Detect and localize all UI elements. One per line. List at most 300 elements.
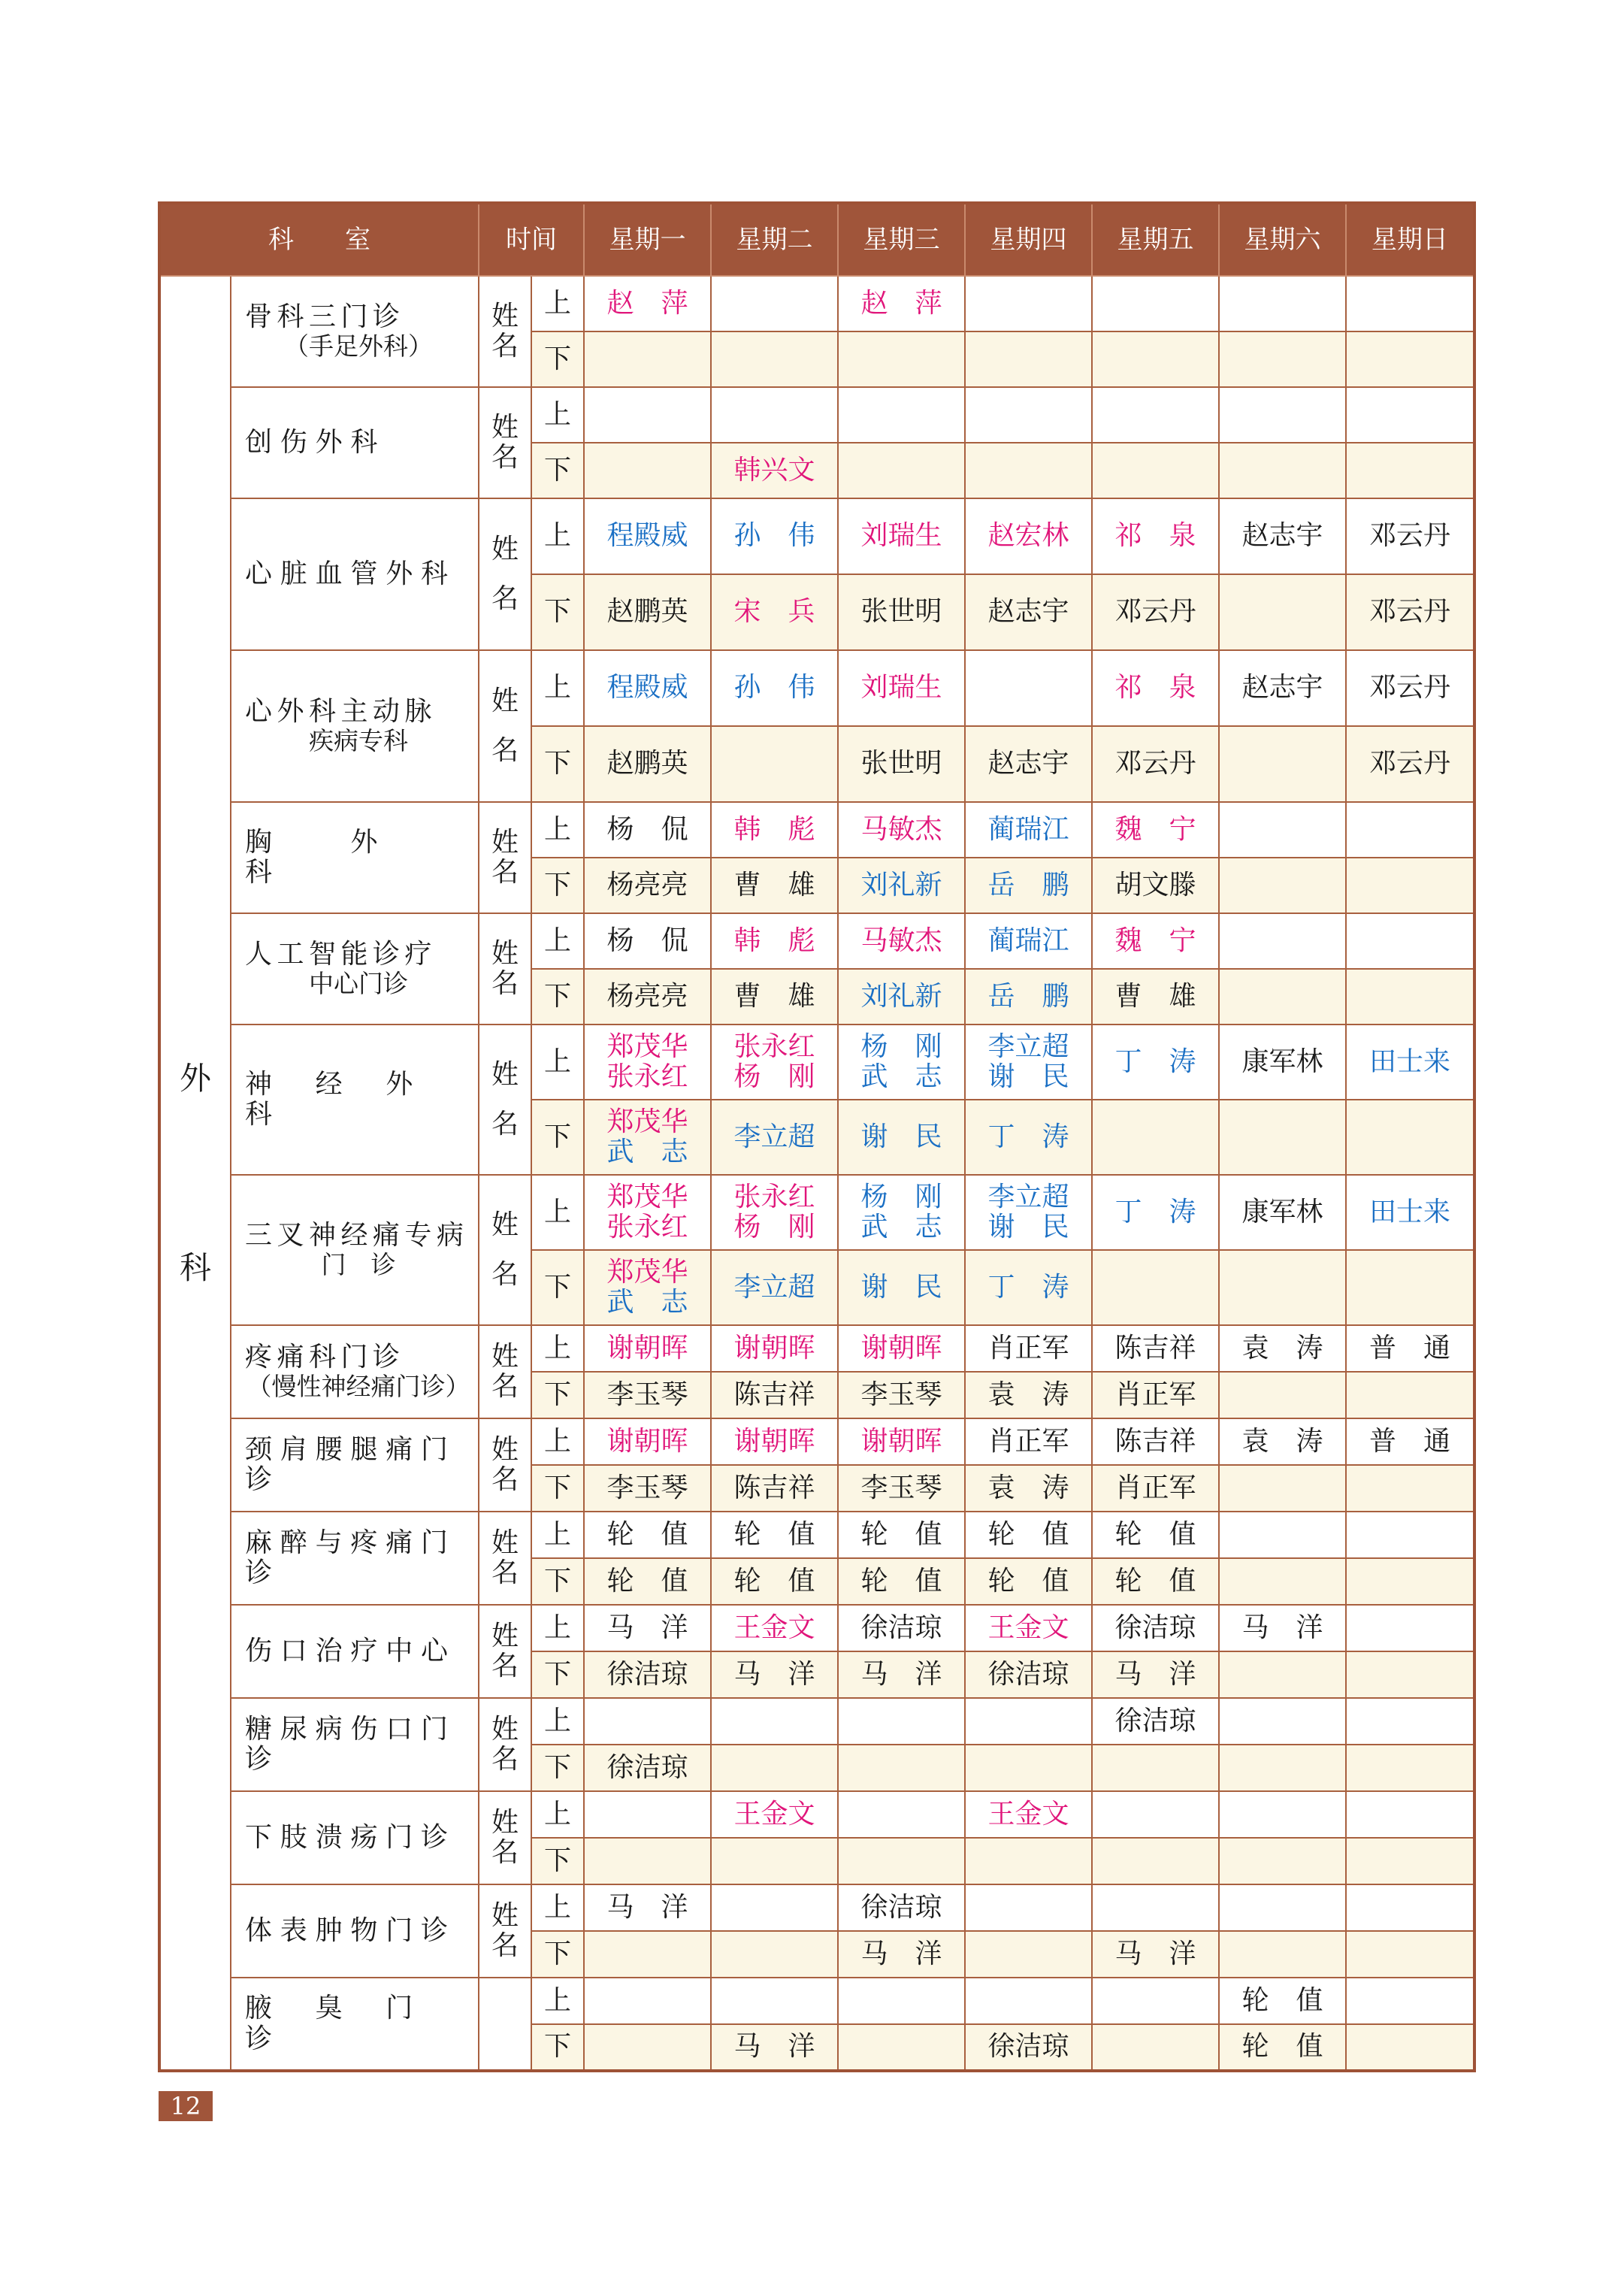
department-name-line: （慢性神经痛门诊） [246, 1371, 470, 1401]
doctor-name: 赵 萍 [860, 287, 942, 319]
schedule-cell [965, 1512, 1092, 1558]
doctor-name: 徐洁琼 [606, 1658, 688, 1690]
am-label: 上 [531, 1884, 584, 1931]
doctor-name: 轮 值 [987, 1565, 1069, 1597]
schedule-cell [965, 726, 1092, 802]
schedule-cell [711, 802, 838, 858]
schedule-cell [838, 331, 965, 387]
doctor-name: 魏 宁 [1114, 813, 1196, 845]
schedule-cell [584, 1558, 711, 1605]
name-label: 名 [491, 735, 519, 766]
pm-label: 下 [531, 1250, 584, 1325]
schedule-cell [1346, 1512, 1474, 1558]
doctor-name: 肖正军 [987, 1332, 1069, 1363]
schedule-cell [711, 1838, 838, 1884]
schedule-cell [965, 802, 1092, 858]
table-row [159, 387, 1474, 443]
schedule-cell [1219, 650, 1346, 726]
am-label: 上 [531, 1418, 584, 1465]
schedule-cell [965, 1100, 1092, 1175]
doctor-name: 康军林 [1241, 1046, 1323, 1077]
doctor-name: 袁 涛 [1241, 1332, 1323, 1363]
department-name-line: 疾病专科 [309, 725, 408, 755]
schedule-cell [584, 802, 711, 858]
doctor-name: 李玉琴 [860, 1379, 942, 1410]
schedule-cell [1092, 1838, 1219, 1884]
schedule-cell [1346, 1978, 1474, 2024]
schedule-cell [711, 1465, 838, 1512]
department-name [231, 913, 479, 1025]
doctor-name: 曹 雄 [1114, 980, 1196, 1012]
pm-label: 下 [531, 969, 584, 1025]
schedule-cell [584, 574, 711, 650]
schedule-cell [1219, 331, 1346, 387]
doctor-name: 轮 值 [860, 1518, 942, 1550]
schedule-cell [711, 276, 838, 331]
doctor-name: 陈吉祥 [733, 1379, 815, 1410]
name-label: 名 [491, 857, 519, 888]
schedule-cell [1346, 1931, 1474, 1978]
name-label: 姓 [491, 1341, 519, 1373]
doctor-name: 刘瑞生 [860, 520, 942, 552]
name-label: 姓 [491, 1209, 519, 1241]
name-label: 名 [491, 1651, 519, 1681]
schedule-cell [711, 1512, 838, 1558]
schedule-cell [838, 1605, 965, 1651]
doctor-name: 轮 值 [606, 1565, 688, 1597]
table-row [159, 1512, 1474, 1558]
schedule-cell [584, 387, 711, 443]
schedule-cell [1092, 650, 1219, 726]
schedule-cell [1346, 276, 1474, 331]
pm-label: 下 [531, 331, 584, 387]
schedule-cell [1346, 1418, 1474, 1465]
department-name-line: 颈肩腰腿痛门诊 [245, 1433, 456, 1495]
schedule-cell [711, 1978, 838, 2024]
schedule-cell [584, 650, 711, 726]
doctor-name: 陈吉祥 [1114, 1425, 1196, 1457]
department-name [231, 498, 479, 650]
doctor-name: 韩 彪 [733, 813, 815, 845]
doctor-name: 轮 值 [733, 1518, 815, 1550]
doctor-name: 丁 涛 [987, 1271, 1069, 1303]
schedule-cell [1092, 913, 1219, 969]
doctor-name: 李立超 [987, 1181, 1069, 1212]
schedule-cell [1346, 1605, 1474, 1651]
schedule-cell [1092, 1175, 1219, 1250]
doctor-name: 岳 鹏 [987, 869, 1069, 900]
schedule-cell [584, 498, 711, 574]
doctor-name: 武 志 [606, 1287, 688, 1318]
doctor-name: 魏 宁 [1114, 925, 1196, 956]
schedule-cell [1219, 1978, 1346, 2024]
doctor-name: 徐洁琼 [987, 2031, 1069, 2063]
table-row [159, 276, 1474, 331]
doctor-name: 肖正军 [987, 1425, 1069, 1457]
doctor-name: 普 通 [1368, 1332, 1450, 1363]
schedule-cell [1092, 1978, 1219, 2024]
schedule-cell [584, 1325, 711, 1372]
schedule-cell [965, 1978, 1092, 2024]
schedule-cell [1092, 1745, 1219, 1791]
doctor-name: 宋 兵 [733, 596, 815, 628]
schedule-cell [1092, 1100, 1219, 1175]
schedule-cell [838, 387, 965, 443]
schedule-cell [965, 1250, 1092, 1325]
name-label: 名 [491, 1371, 519, 1402]
schedule-cell [838, 650, 965, 726]
doctor-name: 孙 伟 [733, 520, 815, 552]
schedule-cell [965, 1651, 1092, 1698]
pm-label: 下 [531, 1558, 584, 1605]
pm-label: 下 [531, 858, 584, 913]
schedule-cell [838, 1025, 965, 1100]
doctor-name: 杨 侃 [606, 925, 688, 956]
schedule-cell [965, 1372, 1092, 1418]
schedule-cell [1346, 1325, 1474, 1372]
schedule-cell [584, 331, 711, 387]
schedule-cell [584, 1025, 711, 1100]
pm-label: 下 [531, 574, 584, 650]
department-name-line: 创伤外科 [245, 426, 386, 458]
outpatient-schedule-table [158, 201, 1476, 2072]
doctor-name: 谢朝晖 [733, 1332, 815, 1363]
doctor-name: 康军林 [1241, 1196, 1323, 1227]
schedule-cell [711, 574, 838, 650]
doctor-name: 轮 值 [1241, 1984, 1323, 2016]
doctor-name: 马 洋 [1114, 1658, 1196, 1690]
department-name [231, 1418, 479, 1512]
doctor-name: 田士来 [1368, 1046, 1450, 1077]
department-name [231, 1791, 479, 1884]
category-cell [159, 276, 231, 2071]
doctor-name: 陈吉祥 [1114, 1332, 1196, 1363]
doctor-name: 邓云丹 [1114, 596, 1196, 628]
name-label-cell [479, 1791, 531, 1884]
schedule-cell [838, 1884, 965, 1931]
name-label-cell [479, 1605, 531, 1698]
table-row [159, 802, 1474, 858]
schedule-cell [965, 574, 1092, 650]
schedule-cell [584, 913, 711, 969]
department-name [231, 1884, 479, 1978]
schedule-cell [1092, 802, 1219, 858]
doctor-name: 杨亮亮 [606, 869, 688, 900]
doctor-name: 李玉琴 [606, 1472, 688, 1503]
schedule-cell [711, 1418, 838, 1465]
header-day: 星期日 [1346, 203, 1474, 276]
schedule-cell [584, 1791, 711, 1838]
department-name-line: 心外科主动脉 [245, 696, 437, 728]
name-label-cell [479, 1325, 531, 1418]
schedule-cell [1219, 802, 1346, 858]
schedule-cell [711, 1175, 838, 1250]
schedule-cell [711, 1931, 838, 1978]
schedule-cell [1219, 1558, 1346, 1605]
schedule-cell [965, 1931, 1092, 1978]
header-row [159, 203, 1474, 276]
schedule-cell [584, 1605, 711, 1651]
doctor-name: 轮 值 [1241, 2031, 1323, 2063]
schedule-cell [1219, 1372, 1346, 1418]
schedule-cell [1346, 498, 1474, 574]
name-label-cell [479, 498, 531, 650]
table-row [159, 1025, 1474, 1100]
name-label: 姓 [491, 534, 519, 565]
doctor-name: 徐洁琼 [1114, 1612, 1196, 1643]
header-day: 星期一 [584, 203, 711, 276]
am-label: 上 [531, 1791, 584, 1838]
doctor-name: 韩 彪 [733, 925, 815, 956]
doctor-name: 王金文 [987, 1798, 1069, 1830]
department-name [231, 650, 479, 802]
table-row [159, 1884, 1474, 1931]
schedule-cell [1219, 726, 1346, 802]
header-day: 星期二 [711, 203, 838, 276]
department-name [231, 276, 479, 387]
department-name [231, 387, 479, 498]
schedule-cell [1346, 2024, 1474, 2071]
doctor-name: 轮 值 [1114, 1518, 1196, 1550]
schedule-cell [965, 276, 1092, 331]
schedule-body [159, 276, 1474, 2071]
doctor-name: 蔺瑞江 [987, 813, 1069, 845]
schedule-cell [838, 574, 965, 650]
schedule-cell [1092, 443, 1219, 498]
schedule-cell [965, 969, 1092, 1025]
page-number: 12 [159, 2091, 213, 2121]
schedule-cell [1092, 1465, 1219, 1512]
schedule-cell [838, 969, 965, 1025]
schedule-cell [838, 1512, 965, 1558]
schedule-cell [965, 1465, 1092, 1512]
name-label: 姓 [491, 1900, 519, 1932]
pm-label: 下 [531, 1465, 584, 1512]
schedule-cell [1346, 1838, 1474, 1884]
name-label-cell [479, 1418, 531, 1512]
category-label: 外 [179, 1059, 211, 1097]
table-row [159, 1978, 1474, 2024]
doctor-name: 李立超 [987, 1031, 1069, 1062]
pm-label: 下 [531, 1372, 584, 1418]
header-time: 时间 [479, 203, 584, 276]
doctor-name: 程殿威 [606, 672, 688, 704]
schedule-cell [838, 1372, 965, 1418]
doctor-name: 李立超 [733, 1121, 815, 1152]
schedule-cell [965, 913, 1092, 969]
schedule-cell [838, 1325, 965, 1372]
pm-label: 下 [531, 2024, 584, 2071]
department-name-line: 门 诊 [321, 1249, 396, 1279]
schedule-cell [1346, 1372, 1474, 1418]
schedule-cell [965, 498, 1092, 574]
schedule-cell [1346, 574, 1474, 650]
schedule-cell [1346, 1884, 1474, 1931]
department-name [231, 1605, 479, 1698]
name-label: 姓 [491, 1807, 519, 1839]
doctor-name: 袁 涛 [987, 1472, 1069, 1503]
schedule-cell [1092, 387, 1219, 443]
doctor-name: 王金文 [987, 1612, 1069, 1643]
schedule-cell [711, 498, 838, 574]
header-day: 星期四 [965, 203, 1092, 276]
schedule-cell [711, 1698, 838, 1745]
schedule-cell [711, 1250, 838, 1325]
name-label: 姓 [491, 1621, 519, 1652]
schedule-cell [584, 1651, 711, 1698]
name-label-cell [479, 387, 531, 498]
doctor-name: 武 志 [860, 1061, 942, 1092]
doctor-name: 蔺瑞江 [987, 925, 1069, 956]
doctor-name: 张永红 [733, 1031, 815, 1062]
name-label-cell [479, 802, 531, 913]
schedule-cell [965, 1175, 1092, 1250]
schedule-cell [965, 1025, 1092, 1100]
doctor-name: 轮 值 [1114, 1565, 1196, 1597]
schedule-cell [711, 1025, 838, 1100]
schedule-cell [1346, 858, 1474, 913]
doctor-name: 杨 侃 [606, 813, 688, 845]
doctor-name: 马 洋 [860, 1658, 942, 1690]
schedule-cell [1346, 1175, 1474, 1250]
schedule-cell [1346, 726, 1474, 802]
doctor-name: 曹 雄 [733, 980, 815, 1012]
schedule-cell [584, 1931, 711, 1978]
doctor-name: 马敏杰 [860, 925, 942, 956]
schedule-cell [1219, 1418, 1346, 1465]
doctor-name: 徐洁琼 [606, 1751, 688, 1783]
schedule-cell [1092, 1512, 1219, 1558]
department-name-line: 胸 外 科 [245, 826, 456, 888]
schedule-cell [838, 1791, 965, 1838]
schedule-cell [838, 1838, 965, 1884]
schedule-cell [838, 1100, 965, 1175]
schedule-cell [838, 1651, 965, 1698]
schedule-cell [1219, 1931, 1346, 1978]
name-label: 姓 [491, 938, 519, 970]
department-name-line: 骨科三门诊 [245, 301, 405, 333]
am-label: 上 [531, 1698, 584, 1745]
am-label: 上 [531, 498, 584, 574]
schedule-cell [1219, 574, 1346, 650]
schedule-cell [711, 331, 838, 387]
pm-label: 下 [531, 1745, 584, 1791]
name-label-cell [479, 1884, 531, 1978]
doctor-name: 刘礼新 [860, 869, 942, 900]
header-day: 星期三 [838, 203, 965, 276]
schedule-cell [584, 858, 711, 913]
department-name-line: 腋 臭 门 诊 [245, 1993, 456, 2054]
schedule-cell [711, 2024, 838, 2071]
pm-label: 下 [531, 443, 584, 498]
doctor-name: 马 洋 [606, 1612, 688, 1643]
schedule-cell [1219, 1100, 1346, 1175]
department-name-line: 伤口治疗中心 [245, 1635, 456, 1666]
doctor-name: 普 通 [1368, 1425, 1450, 1457]
am-label: 上 [531, 802, 584, 858]
schedule-cell [1346, 1651, 1474, 1698]
schedule-cell [965, 1884, 1092, 1931]
schedule-cell [1219, 1791, 1346, 1838]
schedule-cell [1346, 387, 1474, 443]
doctor-name: 李立超 [733, 1271, 815, 1303]
department-name-line: 糖尿病伤口门诊 [245, 1713, 456, 1775]
schedule-cell [584, 1884, 711, 1931]
schedule-cell [1346, 1745, 1474, 1791]
doctor-name: 丁 涛 [987, 1121, 1069, 1152]
pm-label: 下 [531, 1651, 584, 1698]
schedule-cell [711, 1605, 838, 1651]
am-label: 上 [531, 276, 584, 331]
doctor-name: 赵鹏英 [606, 748, 688, 779]
doctor-name: 马 洋 [606, 1891, 688, 1923]
schedule-cell [1219, 1651, 1346, 1698]
doctor-name: 武 志 [860, 1212, 942, 1242]
schedule-cell [584, 1838, 711, 1884]
doctor-name: 谢 民 [987, 1212, 1069, 1242]
schedule-cell [965, 1838, 1092, 1884]
schedule-cell [965, 1745, 1092, 1791]
schedule-cell [1092, 1605, 1219, 1651]
schedule-cell [1346, 650, 1474, 726]
doctor-name: 徐洁琼 [987, 1658, 1069, 1690]
doctor-name: 郑茂华 [606, 1181, 688, 1212]
doctor-name: 袁 涛 [1241, 1425, 1323, 1457]
doctor-name: 武 志 [606, 1136, 688, 1167]
schedule-cell [1219, 2024, 1346, 2071]
department-name-line: 心脏血管外科 [245, 558, 456, 589]
name-label-cell [479, 1978, 531, 2071]
name-label: 名 [491, 583, 519, 614]
name-label-cell [479, 1025, 531, 1175]
schedule-cell [965, 1325, 1092, 1372]
header-day: 星期六 [1219, 203, 1346, 276]
schedule-cell [584, 2024, 711, 2071]
name-label: 名 [491, 331, 519, 362]
doctor-name: 郑茂华 [606, 1031, 688, 1062]
schedule-cell [1346, 443, 1474, 498]
doctor-name: 张世明 [860, 596, 942, 628]
schedule-cell [711, 1100, 838, 1175]
doctor-name: 陈吉祥 [733, 1472, 815, 1503]
schedule-cell [838, 1745, 965, 1791]
schedule-cell [965, 858, 1092, 913]
schedule-cell [1092, 1418, 1219, 1465]
schedule-cell [711, 969, 838, 1025]
schedule-cell [838, 1250, 965, 1325]
doctor-name: 曹 雄 [733, 869, 815, 900]
doctor-name: 赵志宇 [1241, 672, 1323, 704]
schedule-cell [1219, 387, 1346, 443]
schedule-cell [584, 969, 711, 1025]
schedule-cell [1346, 913, 1474, 969]
schedule-cell [711, 387, 838, 443]
schedule-cell [711, 858, 838, 913]
table-row [159, 1418, 1474, 1465]
schedule-cell [1219, 443, 1346, 498]
doctor-name: 郑茂华 [606, 1256, 688, 1288]
department-name-line: 三叉神经痛专病 [245, 1220, 469, 1252]
schedule-cell [1219, 276, 1346, 331]
pm-label: 下 [531, 1931, 584, 1978]
doctor-name: 徐洁琼 [1114, 1705, 1196, 1736]
doctor-name: 王金文 [733, 1798, 815, 1830]
header-day: 星期五 [1092, 203, 1219, 276]
doctor-name: 刘瑞生 [860, 672, 942, 704]
schedule-cell [584, 443, 711, 498]
schedule-cell [584, 1250, 711, 1325]
doctor-name: 肖正军 [1114, 1379, 1196, 1410]
